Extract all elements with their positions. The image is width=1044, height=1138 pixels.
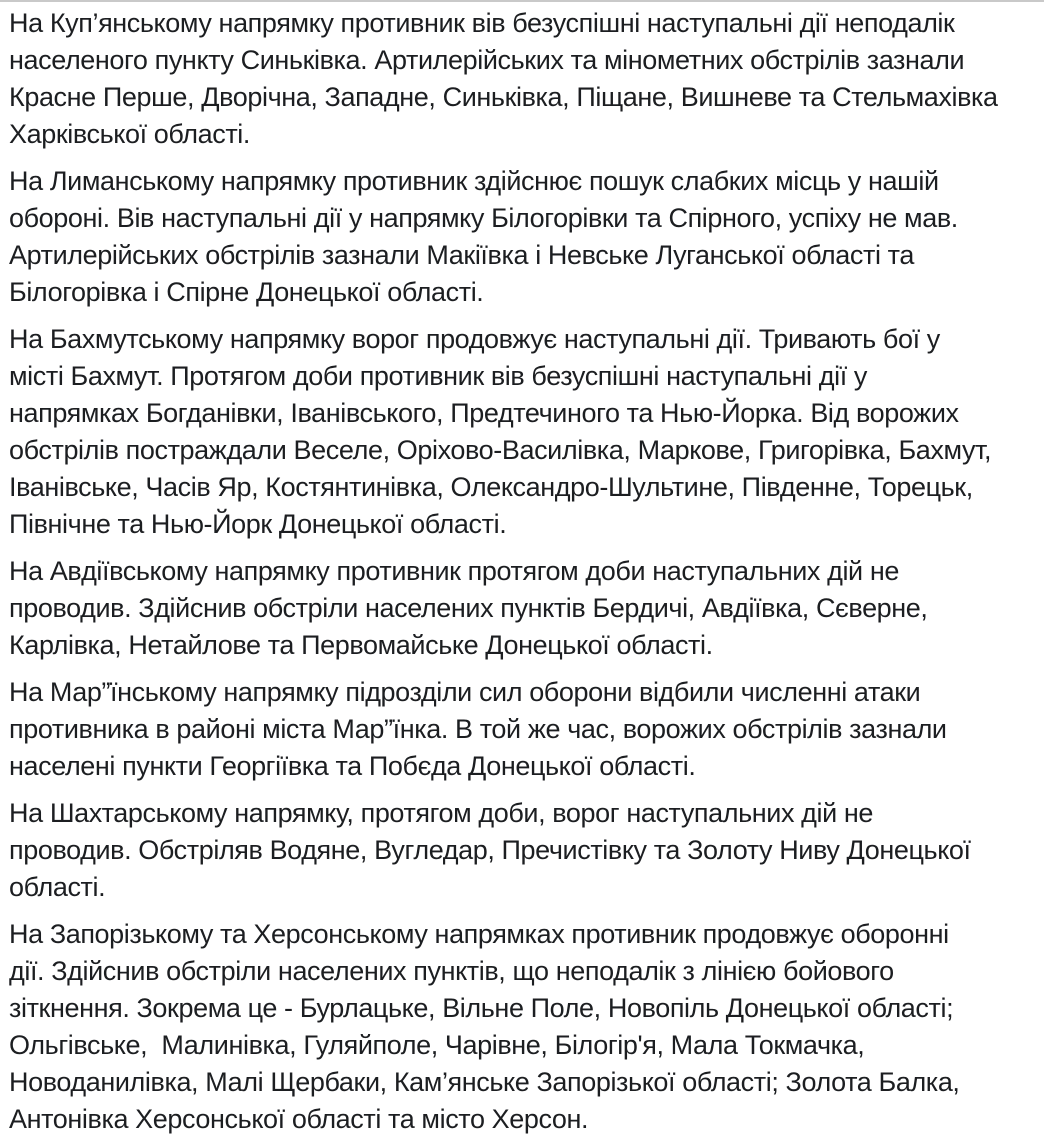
text-line: Північне та Нью-Йорк Донецької області. bbox=[9, 509, 507, 539]
text-line: На Авдіївському напрямку противник протягом доби наступальних дій не bbox=[9, 556, 899, 586]
text-line: напрямках Богданівки, Іванівського, Предтечиного та Нью-Йорка. Від ворожих bbox=[9, 398, 959, 428]
text-line: Білогорівка і Спірне Донецької області. bbox=[9, 277, 484, 307]
paragraph-avdiivka-direction bbox=[9, 553, 1034, 664]
paragraph-zaporizhzhia-kherson-direction bbox=[9, 916, 1034, 1138]
text-line: На Бахмутському напрямку ворог продовжує наступальні дії. Тривають бої у bbox=[9, 324, 940, 354]
text-line: області. bbox=[9, 872, 106, 902]
paragraph-marinka-direction bbox=[9, 674, 1034, 785]
text-line: проводив. Обстріляв Водяне, Вугледар, Пречистівку та Золоту Ниву Донецької bbox=[9, 835, 971, 865]
text-line: місті Бахмут. Протягом доби противник вів безуспішні наступальні дії у bbox=[9, 361, 868, 391]
text-line: Ольгівське, Малинівка, Гуляйполе, Чарівне, Білогір'я, Мала Токмачка, bbox=[9, 1030, 865, 1060]
text-line: Іванівське, Часів Яр, Костянтинівка, Олександро-Шультине, Південне, Торецьк, bbox=[9, 472, 973, 502]
text-line: На Запорізькому та Херсонському напрямках противник продовжує оборонні bbox=[9, 919, 949, 949]
text-line: населеного пункту Синьківка. Артилерійських та мінометних обстрілів зазнали bbox=[9, 45, 965, 75]
text-line: обстрілів постраждали Веселе, Оріхово-Василівка, Маркове, Григорівка, Бахмут, bbox=[9, 435, 992, 465]
text-line: Карлівка, Нетайлове та Первомайське Донецької області. bbox=[9, 630, 713, 660]
text-line: Харківської області. bbox=[9, 119, 250, 149]
text-line: Красне Перше, Дворічна, Западне, Синьківка, Піщане, Вишневе та Стельмахівка bbox=[9, 82, 998, 112]
paragraph-kupiansk-direction bbox=[9, 5, 1034, 153]
text-line: На Шахтарському напрямку, протягом доби, ворог наступальних дій не bbox=[9, 798, 874, 828]
text-line: На Лиманському напрямку противник здійснює пошук слабких місць у нашій bbox=[9, 166, 939, 196]
text-line: населені пункти Георгіївка та Побєда Донецької області. bbox=[9, 751, 696, 781]
paragraph-lyman-direction bbox=[9, 163, 1034, 311]
text-line: противника в районі міста Мар”їнка. В той же час, ворожих обстрілів зазнали bbox=[9, 714, 947, 744]
text-line: проводив. Здійснив обстріли населених пунктів Бердичі, Авдіївка, Сєверне, bbox=[9, 593, 928, 623]
paragraph-bakhmut-direction bbox=[9, 321, 1034, 543]
text-line: На Мар”їнському напрямку підрозділи сил оборони відбили численні атаки bbox=[9, 677, 921, 707]
text-line: На Куп’янському напрямку противник вів безуспішні наступальні дії неподалік bbox=[9, 8, 955, 38]
text-line: Антонівка Херсонської області та місто Херсон. bbox=[9, 1104, 589, 1134]
text-line: дії. Здійснив обстріли населених пунктів, що неподалік з лінією бойового bbox=[9, 956, 894, 986]
paragraph-shakhtarsk-direction bbox=[9, 795, 1034, 906]
text-line: Новоданилівка, Малі Щербаки, Кам’янське Запорізької області; Золота Балка, bbox=[9, 1067, 960, 1097]
text-line: обороні. Вів наступальні дії у напрямку Білогорівки та Спірного, успіху не мав. bbox=[9, 203, 958, 233]
text-line: зіткнення. Зокрема це - Бурлацьке, Вільне Поле, Новопіль Донецької області; bbox=[9, 993, 954, 1023]
text-line: Артилерійських обстрілів зазнали Макіївка і Невське Луганської області та bbox=[9, 240, 914, 270]
